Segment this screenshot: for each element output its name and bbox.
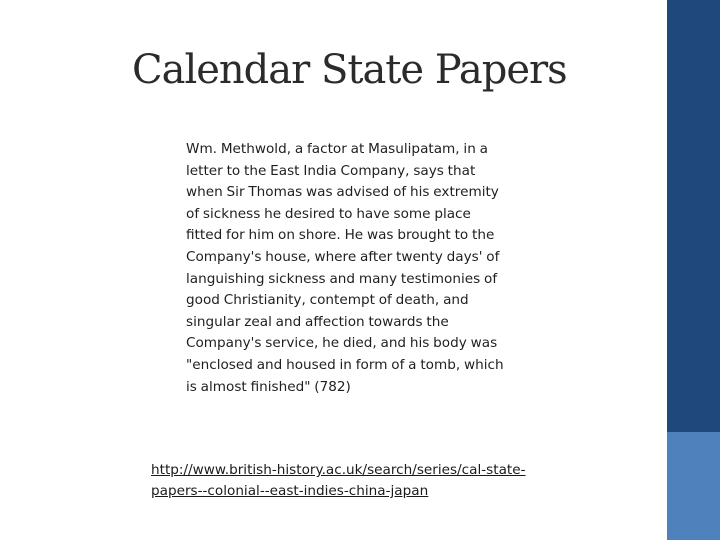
body-text-line: good Christianity, contempt of death, and xyxy=(186,292,469,309)
body-text-line: singular zeal and affection towards the xyxy=(186,313,449,330)
body-text-line: languishing sickness and many testimonies of xyxy=(186,270,498,287)
body-text-line: Company's house, where after twenty days' of xyxy=(186,248,500,265)
body-text-line: of sickness he desired to have some place xyxy=(186,205,471,222)
body-text-line: is almost finished" (782) xyxy=(186,378,351,395)
body-text-line: letter to the East India Company, says that xyxy=(186,162,476,179)
slide-body-text xyxy=(186,139,546,398)
body-text-line: Wm. Methwold, a factor at Masulipatam, in a xyxy=(186,141,488,157)
body-text-line: "enclosed and housed in form of a tomb, which xyxy=(186,356,504,373)
source-link-line[interactable]: http://www.british-history.ac.uk/search/series/cal-state- xyxy=(151,462,526,478)
source-link-line[interactable]: papers--colonial--east-indies-china-japan xyxy=(151,483,429,499)
side-band-light-blue xyxy=(667,432,720,540)
body-text-line: fitted for him on shore. He was brought to the xyxy=(186,227,495,244)
decorative-side-band xyxy=(667,0,720,540)
body-text-line: Company's service, he died, and his body was xyxy=(186,335,498,352)
source-link[interactable] xyxy=(151,460,591,502)
body-text-line: when Sir Thomas was advised of his extremity xyxy=(186,184,499,201)
side-band-dark-blue xyxy=(667,0,720,432)
slide-title: Calendar State Papers xyxy=(132,47,567,93)
